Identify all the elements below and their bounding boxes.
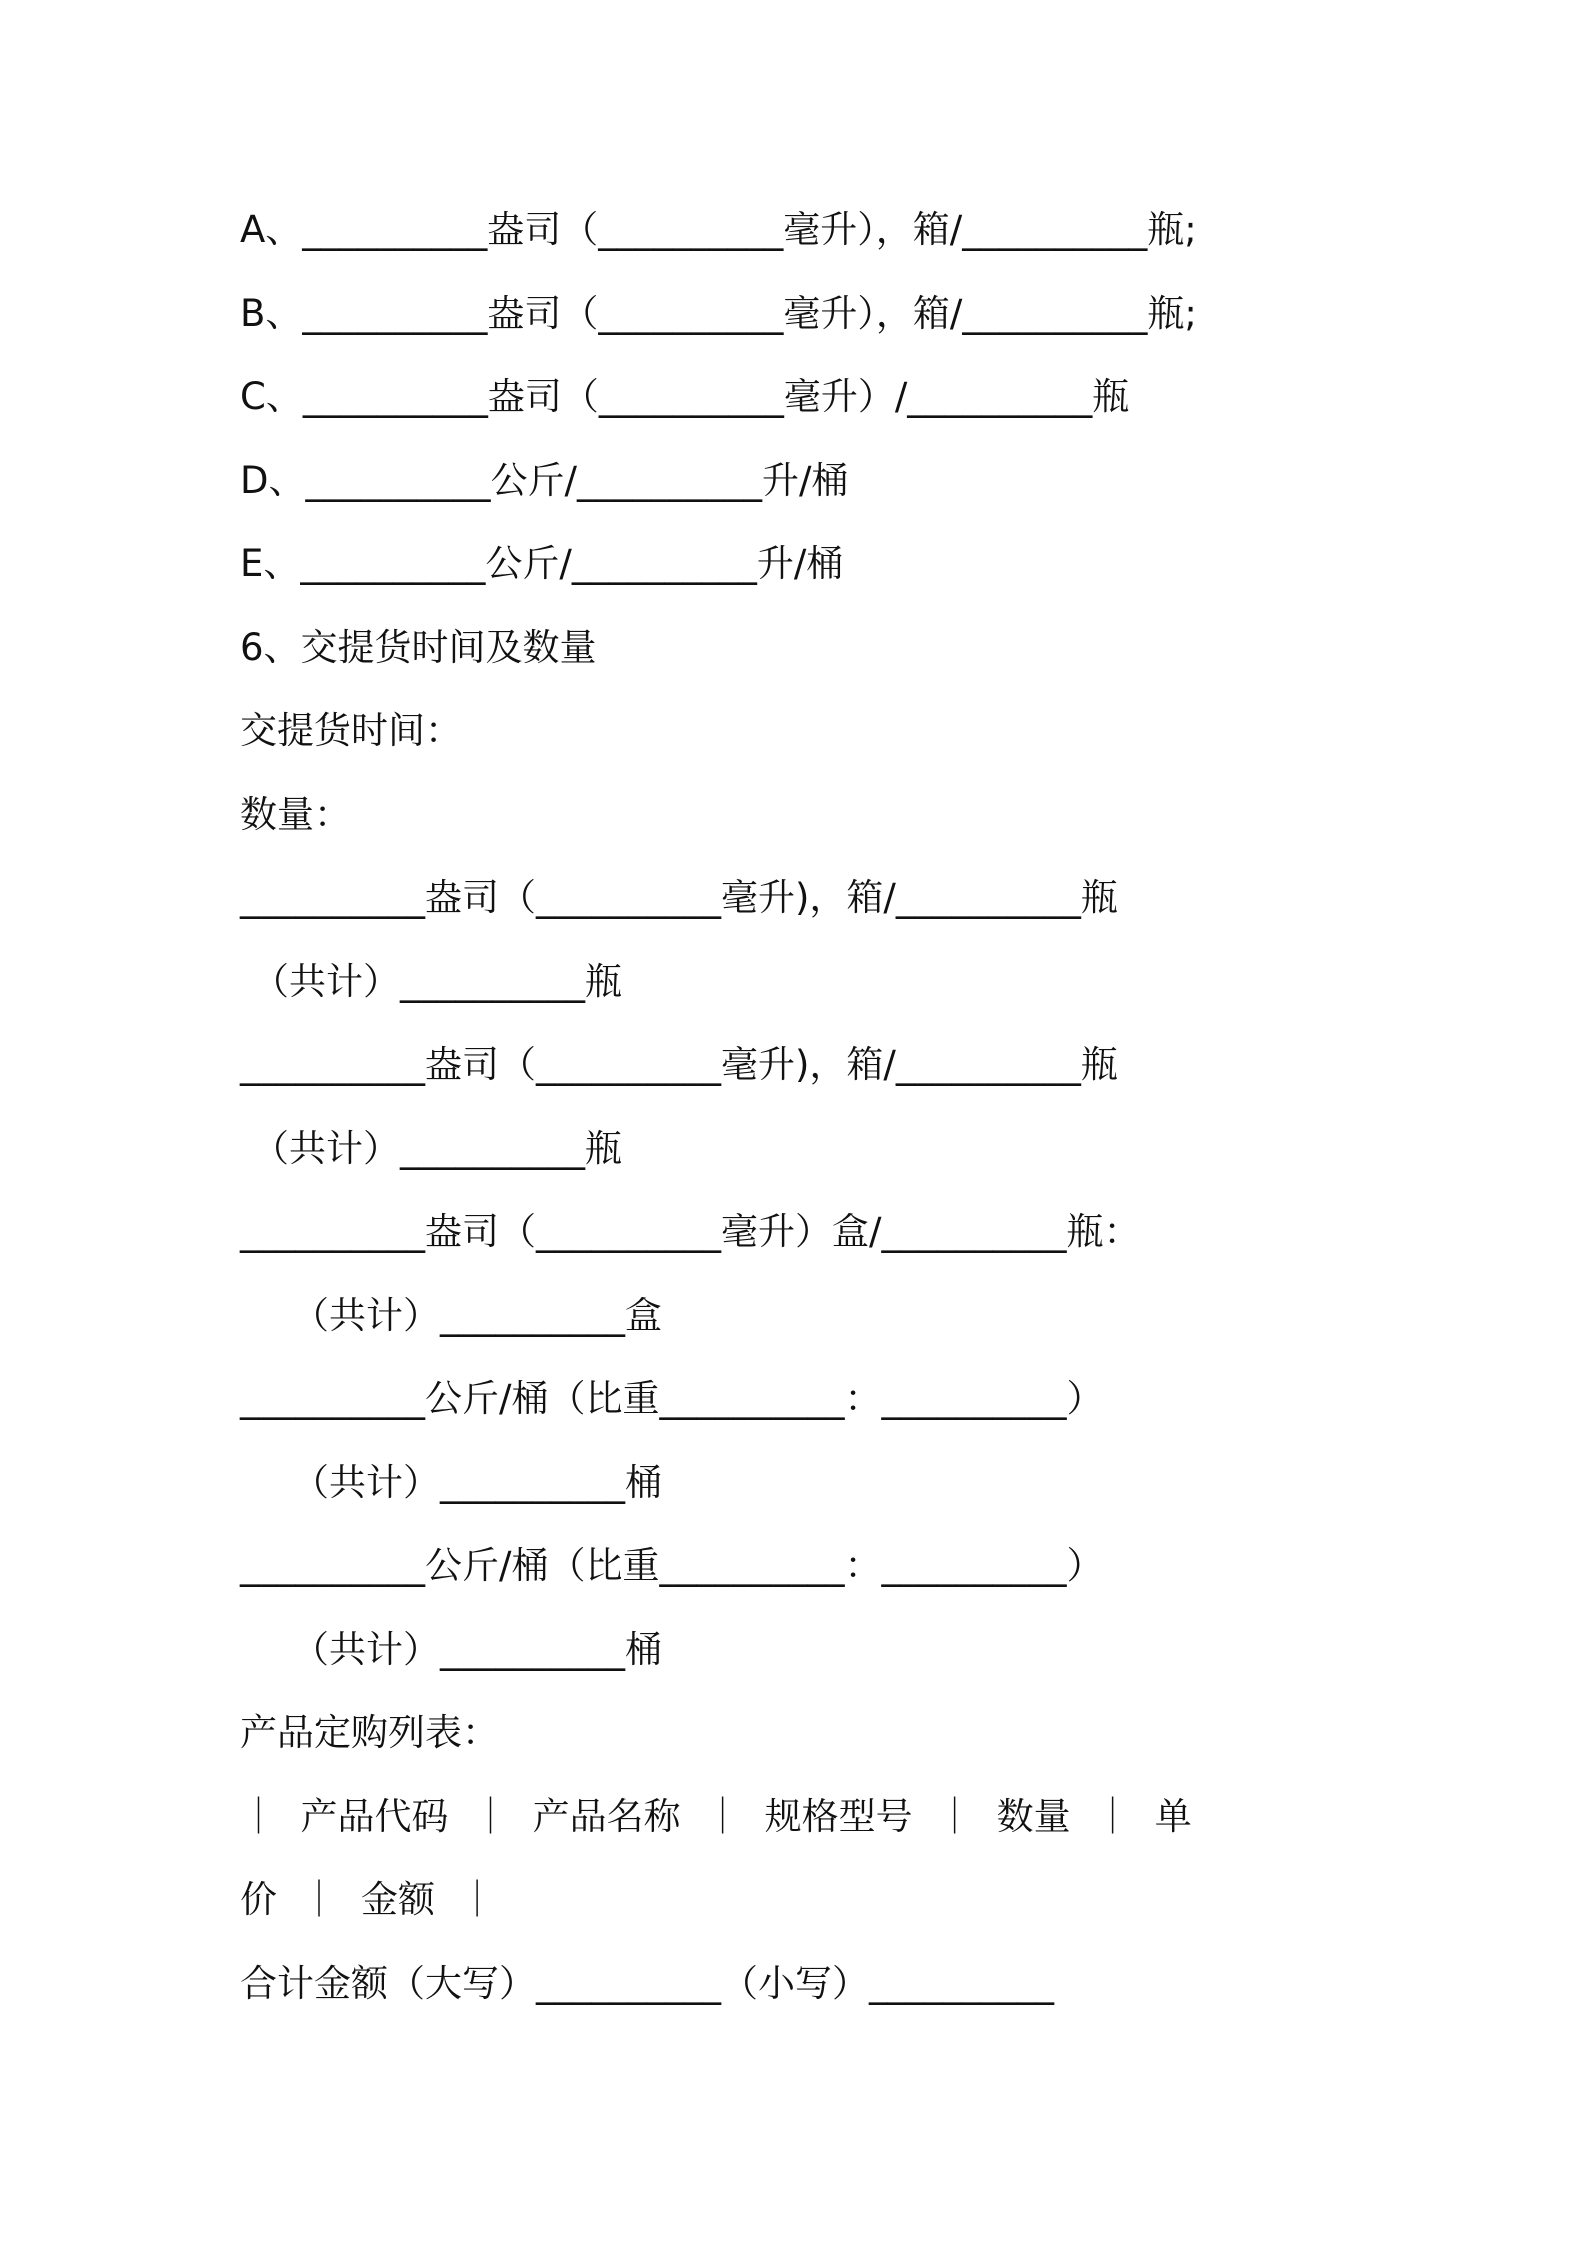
quantity-line-4: __________公斤/桶（比重__________：__________） — [240, 1377, 1104, 1420]
product-list-label: 产品定购列表： — [240, 1711, 499, 1754]
item-c-line: C、__________盎司（__________毫升）/__________瓶 — [240, 375, 1130, 418]
quantity-line-1: __________盎司（__________毫升)，箱/__________瓶 — [240, 876, 1118, 919]
delivery-time-label: 交提货时间： — [240, 709, 462, 752]
quantity-line-3: __________盎司（__________毫升）盒/__________瓶： — [240, 1210, 1141, 1253]
total-line-5: （共计）__________桶 — [292, 1628, 662, 1671]
item-e-line: E、__________公斤/__________升/桶 — [240, 542, 844, 585]
section-6-heading: 6、交提货时间及数量 — [240, 626, 597, 669]
product-table-header-row: ｜ 产品代码 ｜ 产品名称 ｜ 规格型号 ｜ 数量 ｜ 单 — [240, 1795, 1192, 1838]
total-line-3: （共计）__________盒 — [292, 1294, 662, 1337]
quantity-line-2: __________盎司（__________毫升)，箱/__________瓶 — [240, 1043, 1118, 1086]
total-line-4: （共计）__________桶 — [292, 1461, 662, 1504]
total-line-2: （共计）__________瓶 — [252, 1127, 622, 1170]
product-table-header-row-cont: 价 ｜ 金额 ｜ — [240, 1878, 496, 1921]
total-amount-line: 合计金额（大写）__________（小写）__________ — [240, 1962, 1054, 2005]
total-line-1: （共计）__________瓶 — [252, 960, 622, 1003]
quantity-line-5: __________公斤/桶（比重__________：__________） — [240, 1544, 1104, 1587]
item-a-line: A、__________盎司（__________毫升），箱/__________瓶; — [240, 208, 1197, 251]
item-b-line: B、__________盎司（__________毫升），箱/__________瓶; — [240, 292, 1197, 335]
quantity-label: 数量： — [240, 793, 351, 836]
item-d-line: D、__________公斤/__________升/桶 — [240, 459, 849, 502]
